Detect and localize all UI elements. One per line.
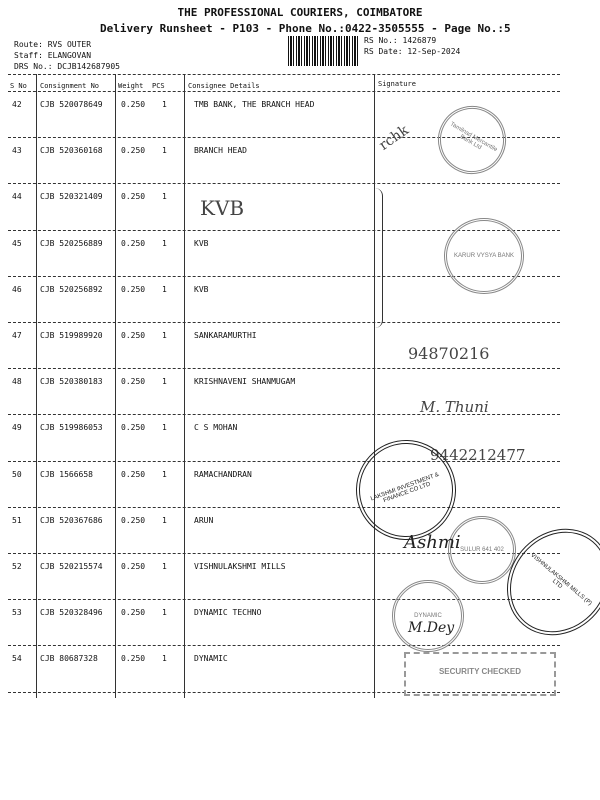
row-pcs: 1 [162,100,167,109]
staff-label: Staff: ELANGOVAN [14,51,92,60]
row-pcs: 1 [162,331,167,340]
row-pcs: 1 [162,562,167,571]
row-consignee: BRANCH HEAD [194,146,247,156]
row-consignment-no: CJB 520367686 [40,515,103,525]
row-separator [8,645,560,646]
row-separator [8,368,560,369]
row-consignee: SANKARAMURTHI [194,331,257,340]
row-consignment-no: CJB 520078649 [40,100,103,109]
row-weight: 0.250 [121,469,146,479]
row-pcs: 1 [162,377,167,387]
row-sno: 46 [12,284,22,294]
row-consignment-no: CJB 520360168 [40,146,103,156]
row-separator [8,507,560,508]
drs-number: DRS No.: DCJB142687905 [14,62,120,71]
barcode [288,36,360,66]
row-pcs: 1 [162,284,167,294]
row-sno: 48 [12,377,22,387]
row-sno: 50 [12,469,22,479]
route-label: Route: RVS OUTER [14,40,92,49]
row-weight: 0.250 [121,146,146,156]
row-consignment-no: CJB 520215574 [40,562,103,571]
row-consignee: KVB [194,284,209,294]
row-consignment-no: CJB 520256892 [40,284,103,294]
signature-52: Ashmi [404,532,461,553]
header-bottom-rule [8,91,560,92]
rs-number: RS No.: 1426879 [364,36,437,45]
row-pcs: 1 [162,608,167,618]
dynamic-stamp: DYNAMIC [392,580,464,652]
lakshmi-investment-stamp: LAKSHMI INVESTMENT & FINANCE CO LTD [342,426,470,554]
rs-date: RS Date: 12-Sep-2024 [364,47,461,56]
row-sno: 53 [12,608,22,618]
phone-handwritten-47: 94870216 [408,344,490,363]
row-sno: 44 [12,192,22,202]
row-separator [8,599,560,600]
row-weight: 0.250 [121,192,146,202]
row-consignee: C S MOHAN [194,423,238,433]
col-header-weight: Weight [118,82,144,90]
row-weight: 0.250 [121,654,146,664]
row-sno: 49 [12,423,22,433]
col-header-pcs: PCS [152,82,165,90]
row-consignee: KRISHNAVENI SHANMUGAM [194,377,296,387]
signature-53: M.Dey [408,620,455,636]
row-consignee: ARUN [194,515,214,525]
col-header-consignee: Consignee Details [188,82,260,90]
row-separator [8,183,560,184]
row-pcs: 1 [162,469,167,479]
row-consignment-no: CJB 80687328 [40,654,98,664]
row-consignment-no: CJB 519986053 [40,423,103,433]
tmb-bank-stamp: Tamilnad Mercantile Bank Ltd [426,94,519,187]
row-sno: 51 [12,515,22,525]
vishnulakshmi-mills-stamp: VISHNULAKSHMI MILLS (P) LTD [485,508,600,657]
row-consignment-no: CJB 1566658 [40,469,93,479]
kvb-bank-stamp: KARUR VYSYA BANK [444,218,524,294]
row-pcs: 1 [162,654,167,664]
col-divider [184,74,185,698]
col-header-consignment: Consignment No [40,82,100,90]
row-pcs: 1 [162,423,167,433]
row-sno: 45 [12,238,22,248]
row-sno: 52 [12,562,22,571]
row-weight: 0.250 [121,238,146,248]
row-separator [8,322,560,323]
table-top-rule [8,74,560,75]
row-pcs: 1 [162,515,167,525]
row-consignment-no: CJB 520328496 [40,608,103,618]
security-checked-stamp [404,652,556,696]
row-weight: 0.250 [121,423,146,433]
row-pcs: 1 [162,146,167,156]
kvb-handwritten-note: KVB [200,196,245,220]
security-checked-text: SECURITY CHECKED [438,667,522,676]
row-sno: 54 [12,654,22,664]
row-consignee: DYNAMIC [194,654,228,664]
row-consignment-no: CJB 519989920 [40,331,103,340]
bracket-mark [372,188,383,328]
row-consignee: VISHNULAKSHMI MILLS [194,562,286,571]
row-consignee: RAMACHANDRAN [194,469,252,479]
row-consignee: TMB BANK, THE BRANCH HEAD [194,100,315,109]
row-weight: 0.250 [121,562,146,571]
row-weight: 0.250 [121,284,146,294]
row-consignee: KVB [194,238,209,248]
row-pcs: 1 [162,192,167,202]
row-sno: 42 [12,100,22,109]
col-divider [374,74,375,698]
row-weight: 0.250 [121,331,146,340]
row-weight: 0.250 [121,377,146,387]
row-consignment-no: CJB 520321409 [40,192,103,202]
row-consignment-no: CJB 520380183 [40,377,103,387]
company-title: THE PROFESSIONAL COURIERS, COIMBATORE [177,6,423,19]
phone-handwritten-49: 9442212477 [430,446,526,464]
col-divider [115,74,116,698]
row-weight: 0.250 [121,515,146,525]
row-sno: 43 [12,146,22,156]
row-sno: 47 [12,331,22,340]
row-weight: 0.250 [121,608,146,618]
name-handwritten-48: M. Thuni [420,398,489,416]
sulur-stamp: SULUR 641 402 [448,516,516,584]
signature-scribble: rchk [376,122,412,154]
col-divider [36,74,37,698]
row-consignment-no: CJB 520256889 [40,238,103,248]
row-weight: 0.250 [121,100,146,109]
row-pcs: 1 [162,238,167,248]
row-consignee: DYNAMIC TECHNO [194,608,262,618]
runsheet-subtitle: Delivery Runsheet - P103 - Phone No.:0422-3505555 - Page No.:5 [100,22,511,35]
col-header-signature: Signature [378,80,416,88]
col-header-sno: S No [10,82,27,90]
